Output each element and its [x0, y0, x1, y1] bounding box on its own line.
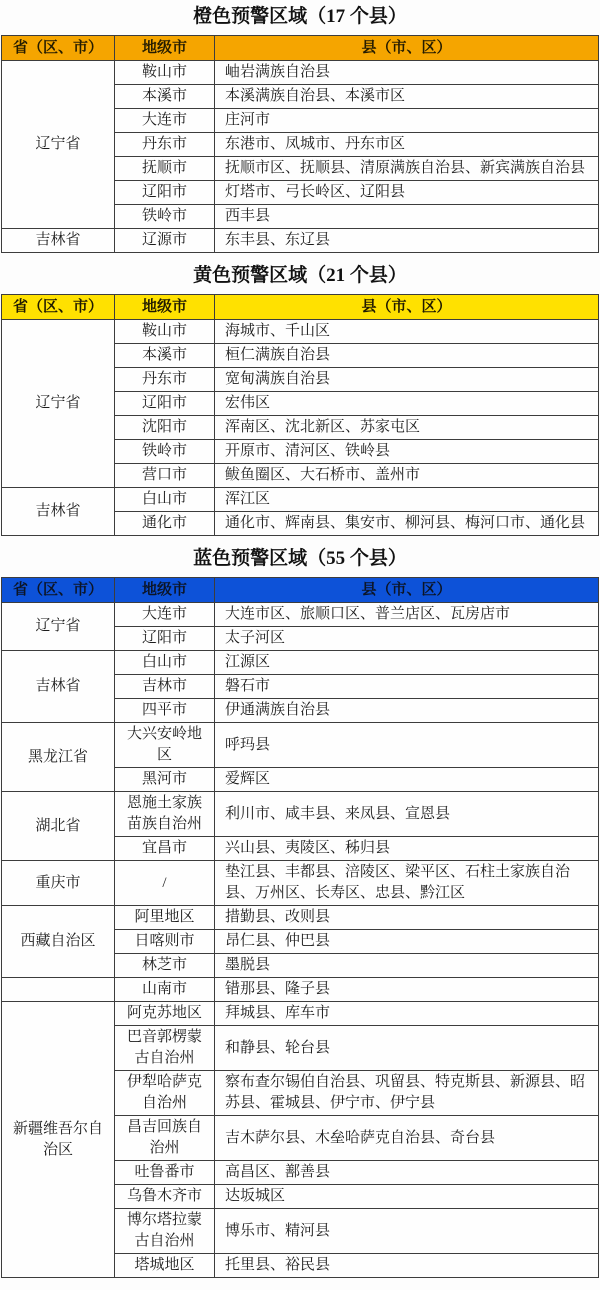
city-cell: 宜昌市: [115, 837, 215, 861]
yellow-warning-section: [0, 265, 600, 536]
table-row: [2, 651, 599, 675]
counties-cell: 和静县、轮台县: [215, 1026, 599, 1071]
counties-cell: 开原市、清河区、铁岭县: [215, 440, 599, 464]
counties-cell: 灯塔市、弓长岭区、辽阳县: [215, 181, 599, 205]
counties-cell: 错那县、隆子县: [215, 978, 599, 1002]
counties-cell: 高昌区、鄯善县: [215, 1161, 599, 1185]
counties-cell: 抚顺市区、抚顺县、清原满族自治县、新宾满族自治县: [215, 157, 599, 181]
province-cell: 新疆维吾尔自治区: [2, 1002, 115, 1278]
blue-warning-table: [1, 577, 599, 1278]
counties-cell: 海城市、千山区: [215, 320, 599, 344]
city-cell: 鞍山市: [115, 320, 215, 344]
orange-warning-title: 橙色预警区域（17 个县）: [193, 6, 407, 27]
city-cell: 大兴安岭地区: [115, 723, 215, 768]
counties-cell: 浑南区、沈北新区、苏家屯区: [215, 416, 599, 440]
counties-cell: 博乐市、精河县: [215, 1209, 599, 1254]
city-cell: 恩施土家族苗族自治州: [115, 792, 215, 837]
counties-cell: 呼玛县: [215, 723, 599, 768]
city-cell: 四平市: [115, 699, 215, 723]
counties-cell: 措勤县、改则县: [215, 906, 599, 930]
province-cell: 黑龙江省: [2, 723, 115, 792]
city-cell: 昌吉回族自治州: [115, 1116, 215, 1161]
province-cell: 西藏自治区: [2, 906, 115, 978]
blue-warning-title: 蓝色预警区域（55 个县）: [193, 548, 407, 569]
city-cell: 日喀则市: [115, 930, 215, 954]
column-header-city: 地级市: [115, 578, 215, 603]
table-row: [2, 320, 599, 344]
orange-warning-table: [1, 35, 599, 253]
yellow-warning-table: [1, 294, 599, 536]
table-row: [2, 978, 599, 1002]
city-cell: 山南市: [115, 978, 215, 1002]
province-cell: 湖北省: [2, 792, 115, 861]
counties-cell: 宏伟区: [215, 392, 599, 416]
city-cell: 辽源市: [115, 229, 215, 253]
counties-cell: 鲅鱼圈区、大石桥市、盖州市: [215, 464, 599, 488]
province-cell: 辽宁省: [2, 603, 115, 651]
table-row: [2, 906, 599, 930]
city-cell: 阿里地区: [115, 906, 215, 930]
city-cell: 铁岭市: [115, 205, 215, 229]
city-cell: 辽阳市: [115, 627, 215, 651]
city-cell: 白山市: [115, 488, 215, 512]
counties-cell: 浑江区: [215, 488, 599, 512]
city-cell: 吐鲁番市: [115, 1161, 215, 1185]
counties-cell: 昂仁县、仲巴县: [215, 930, 599, 954]
table-row: [2, 1002, 599, 1026]
province-cell: 辽宁省: [2, 61, 115, 229]
counties-cell: 拜城县、库车市: [215, 1002, 599, 1026]
city-cell: 沈阳市: [115, 416, 215, 440]
counties-cell: 利川市、咸丰县、来凤县、宣恩县: [215, 792, 599, 837]
city-cell: 本溪市: [115, 344, 215, 368]
city-cell: 伊犁哈萨克自治州: [115, 1071, 215, 1116]
table-row: [2, 488, 599, 512]
counties-cell: 西丰县: [215, 205, 599, 229]
counties-cell: 大连市区、旅顺口区、普兰店区、瓦房店市: [215, 603, 599, 627]
counties-cell: 墨脱县: [215, 954, 599, 978]
province-cell: 吉林省: [2, 651, 115, 723]
column-header-counties: 县（市、区）: [215, 295, 599, 320]
province-cell: 重庆市: [2, 861, 115, 906]
counties-cell: 东港市、凤城市、丹东市区: [215, 133, 599, 157]
column-header-city: 地级市: [115, 36, 215, 61]
counties-cell: 磐石市: [215, 675, 599, 699]
counties-cell: 伊通满族自治县: [215, 699, 599, 723]
blue-warning-section: [0, 548, 600, 1278]
city-cell: 铁岭市: [115, 440, 215, 464]
city-cell: 鞍山市: [115, 61, 215, 85]
city-cell: /: [115, 861, 215, 906]
counties-cell: 察布查尔锡伯自治县、巩留县、特克斯县、新源县、昭苏县、霍城县、伊宁市、伊宁县: [215, 1071, 599, 1116]
counties-cell: 垫江县、丰都县、涪陵区、梁平区、石柱土家族自治县、万州区、长寿区、忠县、黔江区: [215, 861, 599, 906]
orange-warning-section: [0, 6, 600, 253]
city-cell: 大连市: [115, 603, 215, 627]
column-header-province: 省（区、市）: [2, 36, 115, 61]
counties-cell: 桓仁满族自治县: [215, 344, 599, 368]
header-row: [2, 578, 599, 603]
city-cell: 本溪市: [115, 85, 215, 109]
city-cell: 辽阳市: [115, 392, 215, 416]
counties-cell: 托里县、裕民县: [215, 1254, 599, 1278]
table-row: [2, 723, 599, 768]
column-header-counties: 县（市、区）: [215, 36, 599, 61]
table-row: [2, 603, 599, 627]
city-cell: 黑河市: [115, 768, 215, 792]
column-header-counties: 县（市、区）: [215, 578, 599, 603]
city-cell: 林芝市: [115, 954, 215, 978]
city-cell: 丹东市: [115, 133, 215, 157]
counties-cell: 岫岩满族自治县: [215, 61, 599, 85]
city-cell: 通化市: [115, 512, 215, 536]
province-cell: 吉林省: [2, 229, 115, 253]
table-row: [2, 792, 599, 837]
counties-cell: 兴山县、夷陵区、秭归县: [215, 837, 599, 861]
city-cell: 吉林市: [115, 675, 215, 699]
counties-cell: 江源区: [215, 651, 599, 675]
header-row: [2, 36, 599, 61]
counties-cell: 庄河市: [215, 109, 599, 133]
counties-cell: 本溪满族自治县、本溪市区: [215, 85, 599, 109]
table-row: [2, 229, 599, 253]
city-cell: 大连市: [115, 109, 215, 133]
city-cell: 抚顺市: [115, 157, 215, 181]
city-cell: 营口市: [115, 464, 215, 488]
counties-cell: 太子河区: [215, 627, 599, 651]
counties-cell: 爱辉区: [215, 768, 599, 792]
column-header-city: 地级市: [115, 295, 215, 320]
city-cell: 辽阳市: [115, 181, 215, 205]
table-row: [2, 61, 599, 85]
counties-cell: 吉木萨尔县、木垒哈萨克自治县、奇台县: [215, 1116, 599, 1161]
city-cell: 巴音郭楞蒙古自治州: [115, 1026, 215, 1071]
city-cell: 白山市: [115, 651, 215, 675]
counties-cell: 达坂城区: [215, 1185, 599, 1209]
header-row: [2, 295, 599, 320]
city-cell: 乌鲁木齐市: [115, 1185, 215, 1209]
table-row: [2, 861, 599, 906]
city-cell: 塔城地区: [115, 1254, 215, 1278]
counties-cell: 东丰县、东辽县: [215, 229, 599, 253]
province-cell: 吉林省: [2, 488, 115, 536]
city-cell: 丹东市: [115, 368, 215, 392]
city-cell: 阿克苏地区: [115, 1002, 215, 1026]
counties-cell: 宽甸满族自治县: [215, 368, 599, 392]
province-cell: [2, 978, 115, 1002]
column-header-province: 省（区、市）: [2, 295, 115, 320]
province-cell: 辽宁省: [2, 320, 115, 488]
column-header-province: 省（区、市）: [2, 578, 115, 603]
counties-cell: 通化市、辉南县、集安市、柳河县、梅河口市、通化县: [215, 512, 599, 536]
city-cell: 博尔塔拉蒙古自治州: [115, 1209, 215, 1254]
yellow-warning-title: 黄色预警区域（21 个县）: [193, 265, 407, 286]
